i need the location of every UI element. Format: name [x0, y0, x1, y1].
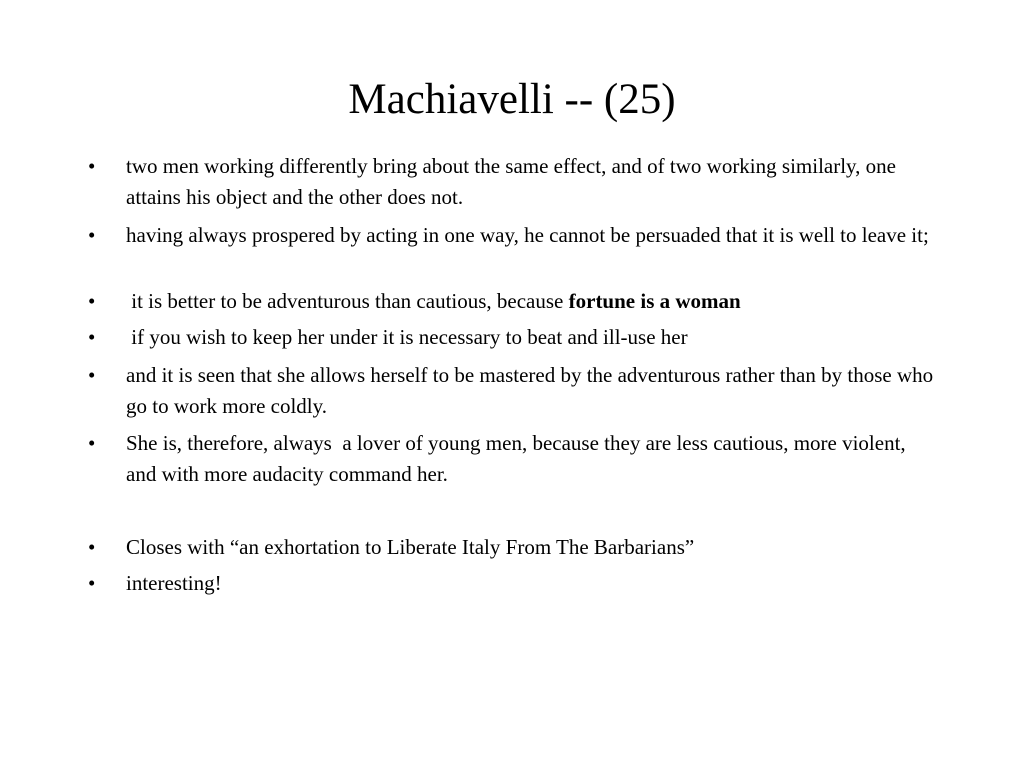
bullet-item: [88, 151, 938, 213]
bullet-text-emphasis: fortune is a woman: [568, 289, 741, 313]
bullet-dot-icon: •: [88, 325, 96, 349]
bullet-text: [126, 286, 938, 317]
bullet-text: She is, therefore, always a lover of young men, because they are less cautious, more violent, and with more audacity command her.: [126, 431, 911, 486]
bullet-text: Closes with “an exhortation to Liberate Italy From The Barbarians”: [126, 535, 695, 559]
bullet-item: [88, 360, 938, 422]
bullet-dot-icon: •: [88, 363, 96, 387]
bullet-dot-icon: •: [88, 535, 96, 559]
bullet-dot-icon: •: [88, 289, 96, 313]
bullet-item: [88, 220, 938, 251]
bullet-text: interesting!: [126, 571, 222, 595]
bullet-dot-icon: •: [88, 223, 96, 247]
bullet-dot-icon: •: [88, 571, 96, 595]
bullet-text-plain: it is better to be adventurous than cautious, because: [126, 289, 569, 313]
bullet-text: if you wish to keep her under it is necessary to beat and ill-use her: [126, 325, 688, 349]
bullet-text: having always prospered by acting in one way, he cannot be persuaded that it is well to leave it;: [126, 223, 929, 247]
bullet-item: [88, 286, 938, 317]
bullet-item: [88, 568, 938, 599]
bullet-dot-icon: •: [88, 431, 96, 455]
bullet-item: [88, 322, 938, 353]
bullet-item: [88, 428, 938, 490]
bullet-text: and it is seen that she allows herself to be mastered by the adventurous rather than by those who go to work more coldly.: [126, 363, 934, 418]
slide-title: Machiavelli -- (25): [348, 76, 676, 123]
bullet-dot-icon: •: [88, 154, 96, 178]
bullet-item: [88, 532, 938, 563]
bullet-text: two men working differently bring about the same effect, and of two working similarly, one attains his object and the other does not.: [126, 154, 897, 209]
